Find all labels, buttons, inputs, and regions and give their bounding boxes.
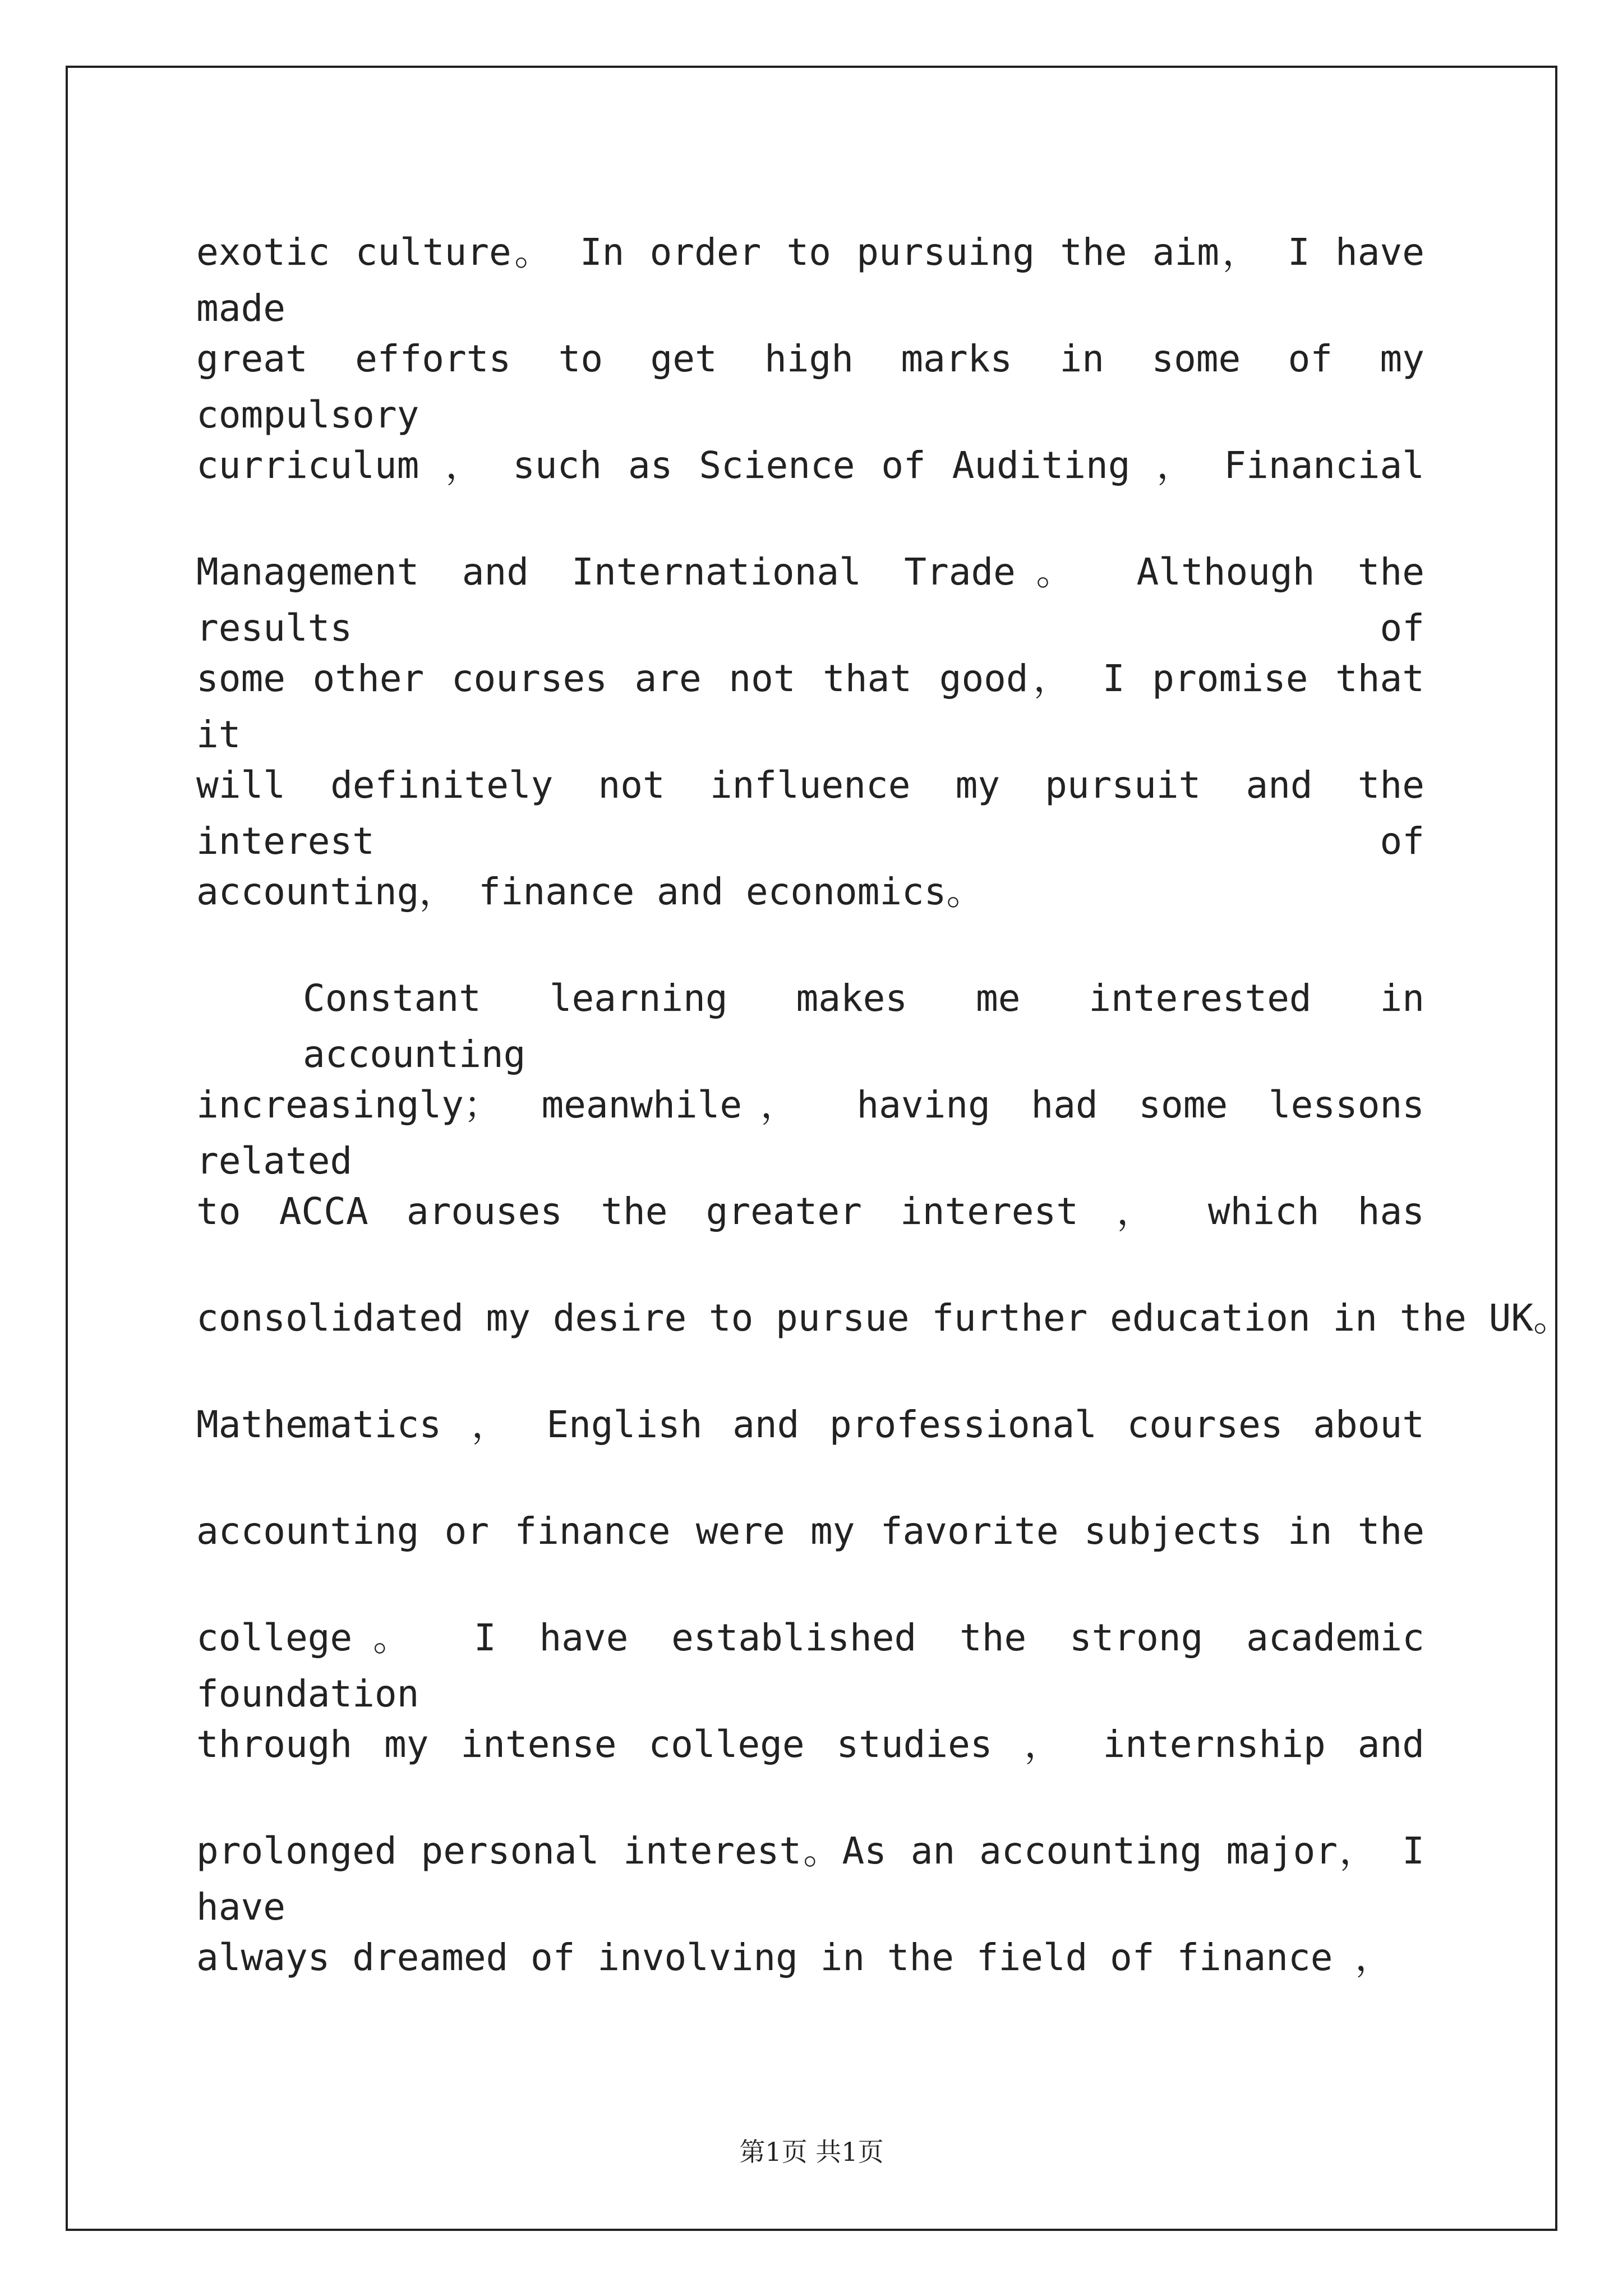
document-body: [196, 224, 1571, 2036]
text-line: accounting or finance were my favorite subjects in the: [196, 1510, 1424, 1553]
text-line-paragraph-start: Constant learning makes me interested in accounting: [303, 977, 1424, 1076]
text-line: curriculum ， such as Science of Auditing ， Financial: [196, 444, 1424, 487]
text-line: increasingly； meanwhile， having had some lessons related: [196, 1083, 1424, 1182]
text-line-paragraph-end: accounting， finance and economics。: [196, 870, 984, 913]
text-line: Management and International Trade。 Although the results of: [196, 550, 1424, 650]
text-line: some other courses are not that good， I promise that it: [196, 657, 1424, 756]
page-number-footer: 第1页 共1页: [739, 2137, 884, 2167]
text-line: through my intense college studies ， internship and: [196, 1723, 1424, 1766]
text-line: always dreamed of involving in the field of finance ，: [196, 1936, 1393, 1979]
text-line: to ACCA arouses the greater interest ， which has: [196, 1190, 1424, 1233]
text-line: great efforts to get high marks in some of my compulsory: [196, 337, 1424, 436]
text-line: college。 I have established the strong academic foundation: [196, 1616, 1424, 1715]
text-line: consolidated my desire to pursue further education in the UK。: [196, 1296, 1571, 1340]
text-line: Mathematics ， English and professional courses about: [196, 1403, 1424, 1446]
text-line: prolonged personal interest。As an accounting major， I have: [196, 1829, 1424, 1929]
text-line: exotic culture。 In order to pursuing the aim， I have made: [196, 231, 1424, 330]
text-line: will definitely not influence my pursuit and the interest of: [196, 763, 1424, 863]
